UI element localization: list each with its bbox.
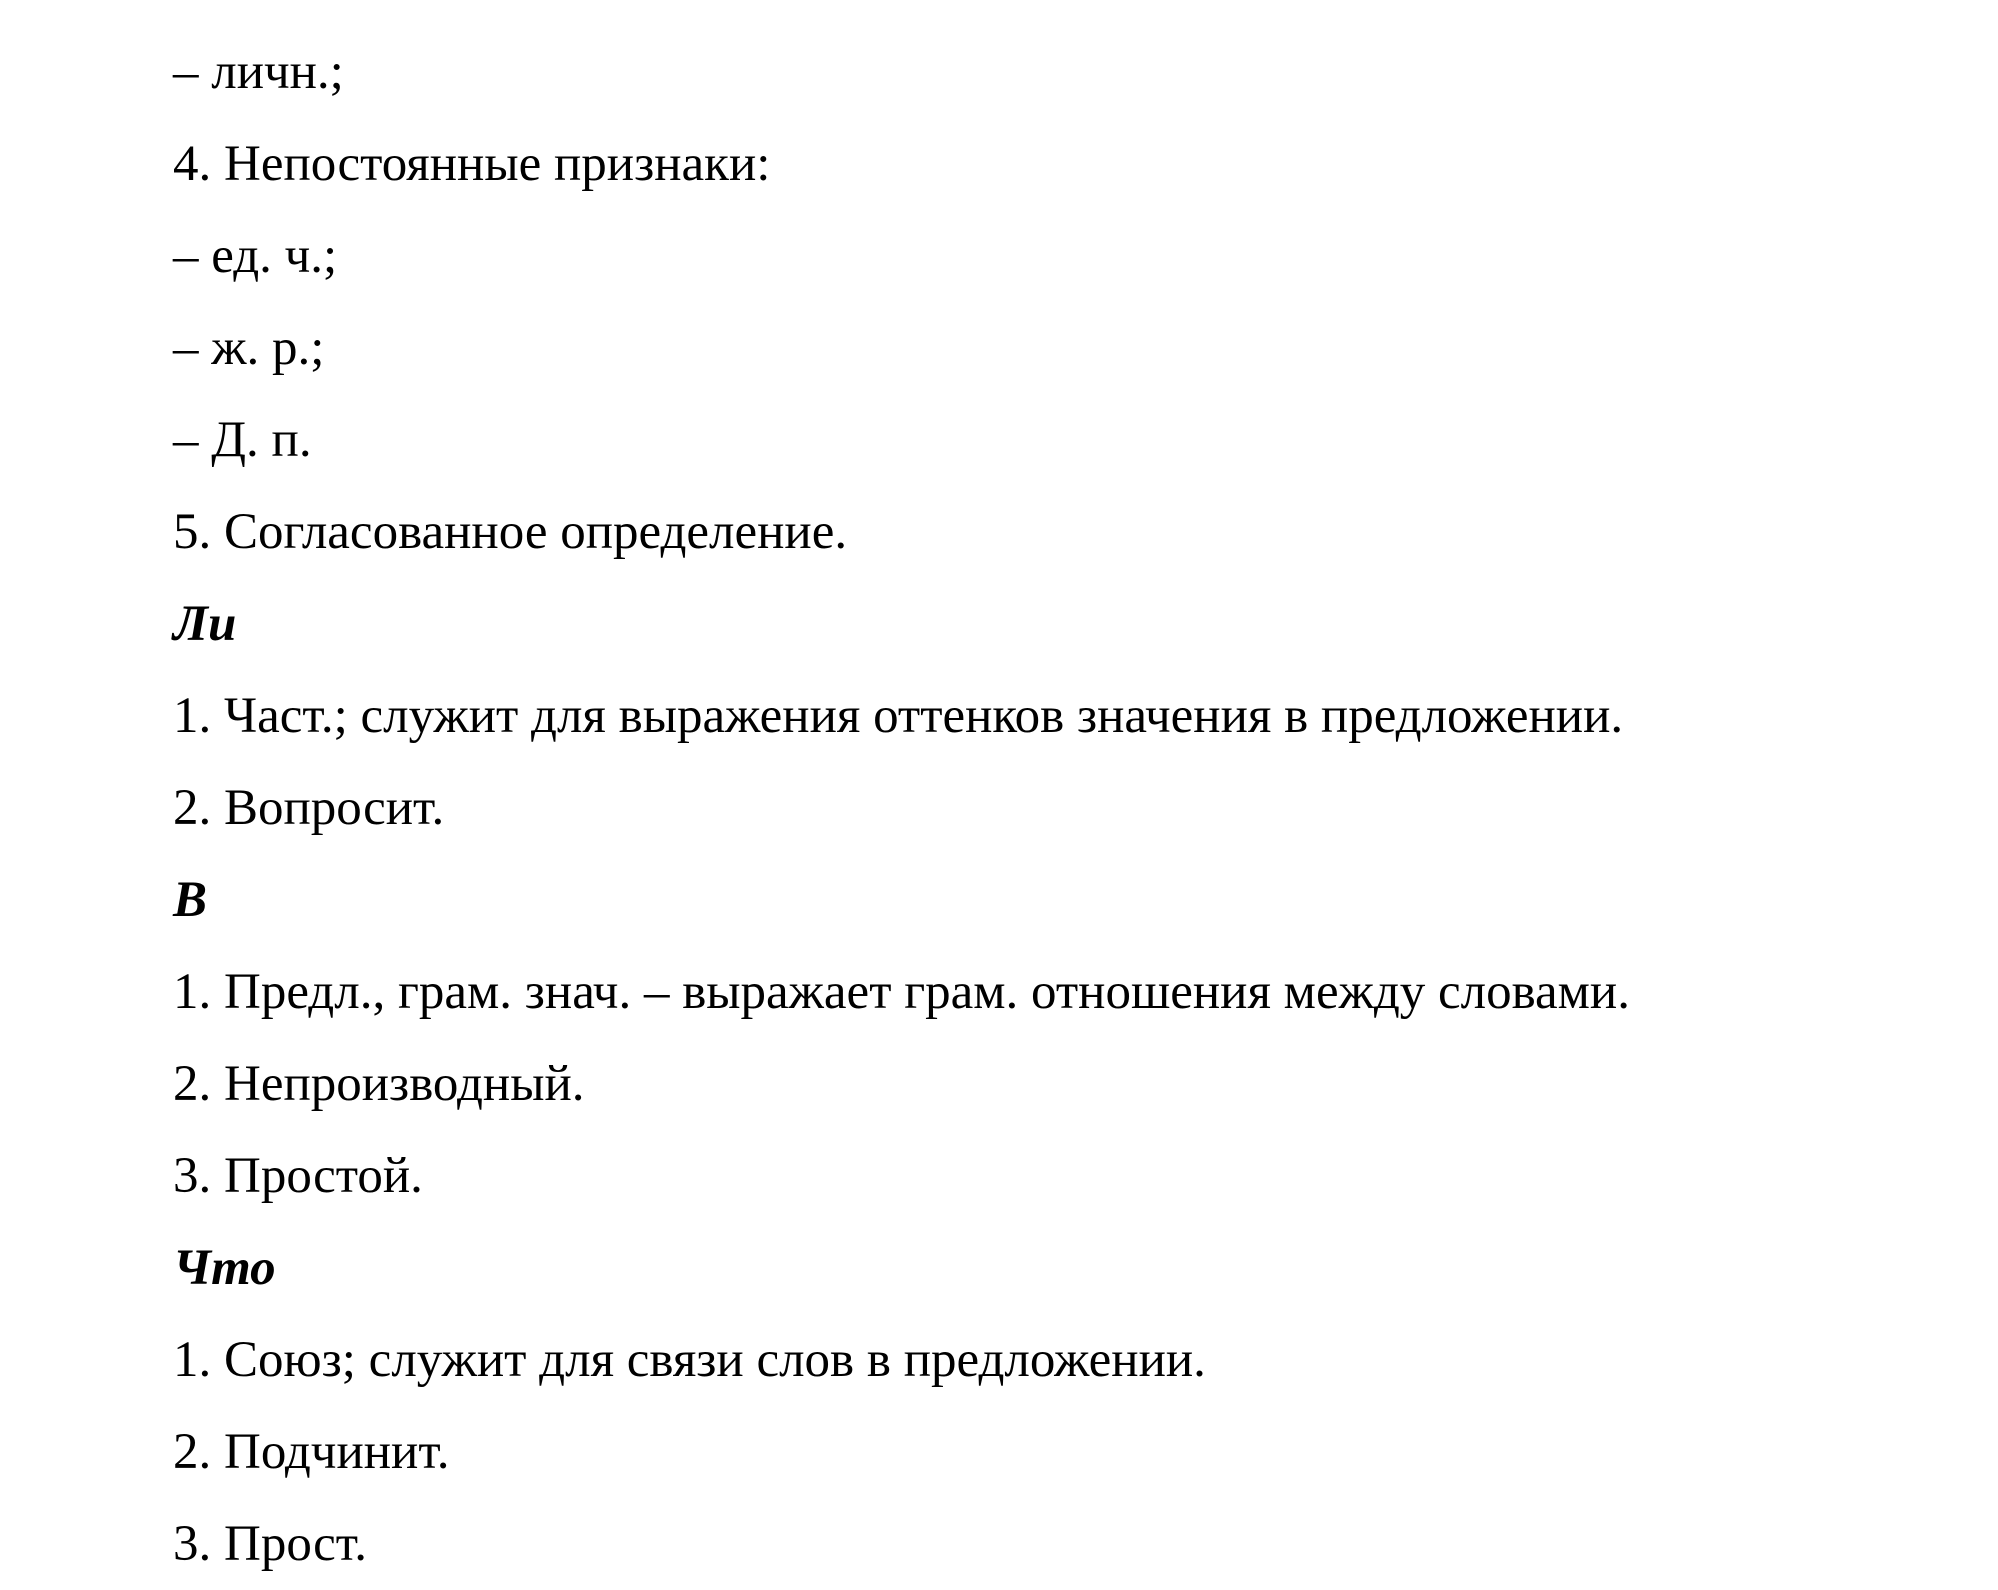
list-item: 1. Част.; служит для выражения оттенков значения в предложении. [173, 688, 1624, 744]
list-item: 1. Предл., грам. знач. – выражает грам. отношения между словами. [173, 964, 1630, 1020]
section-heading: В [173, 872, 208, 928]
list-item: – Д. п. [173, 412, 312, 468]
list-item: 4. Непостоянные признаки: [173, 136, 771, 192]
list-item: 3. Простой. [173, 1148, 423, 1204]
list-item: – ж. р.; [173, 320, 325, 376]
list-item: 2. Вопросит. [173, 780, 445, 836]
list-item: 5. Согласованное определение. [173, 504, 848, 560]
list-item: 2. Подчинит. [173, 1424, 450, 1480]
list-item: – личн.; [173, 44, 344, 100]
list-item: 2. Непроизводный. [173, 1056, 585, 1112]
list-item: 1. Союз; служит для связи слов в предложении. [173, 1332, 1206, 1388]
text-body [173, 26, 1973, 1590]
list-item: – ед. ч.; [173, 228, 338, 284]
list-item: 3. Прост. [173, 1516, 367, 1572]
section-heading: Что [173, 1240, 276, 1296]
section-heading: Ли [173, 596, 237, 652]
